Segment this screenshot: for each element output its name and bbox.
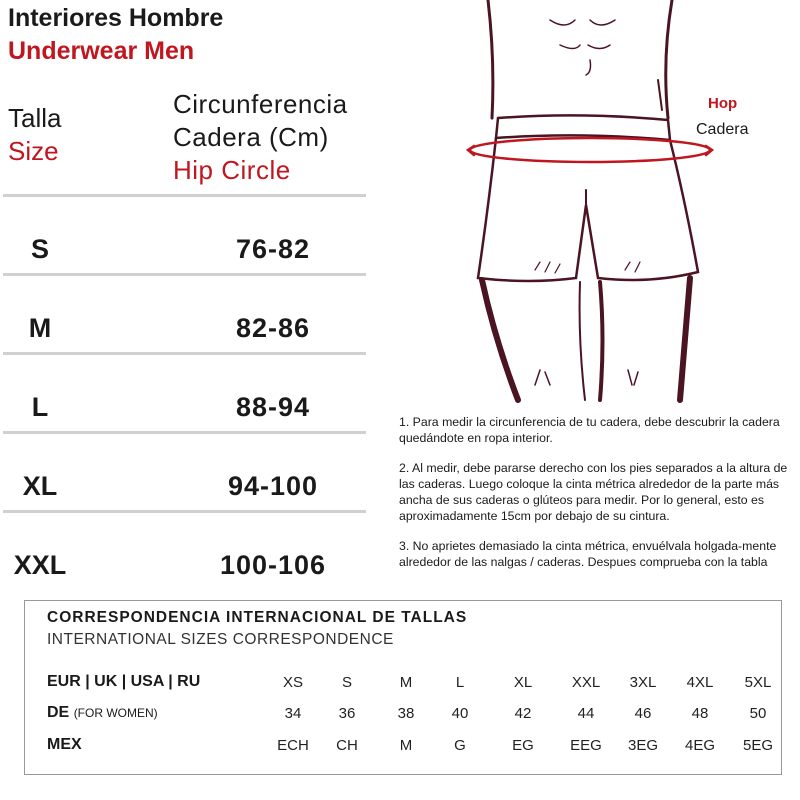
row-label (47, 673, 200, 691)
hip-header-en: Hip Circle (173, 155, 291, 185)
table-cell: 34 (284, 705, 302, 722)
size-header-en: Size (8, 136, 59, 166)
table-cell: 5XL (744, 674, 772, 691)
table-cell: M (399, 737, 413, 754)
body-measurement-illustration (400, 0, 800, 405)
divider (3, 352, 366, 355)
table-cell: 42 (514, 705, 532, 722)
measurement-instructions (399, 414, 789, 584)
divider (3, 510, 366, 513)
row-label (47, 736, 82, 754)
divider (3, 273, 366, 276)
hip-range: 88-94 (235, 392, 311, 422)
table-cell: EEG (570, 737, 602, 754)
row-label-note: (FOR WOMEN) (73, 706, 158, 720)
table-cell: 4EG (684, 737, 715, 754)
table-cell: L (455, 674, 465, 691)
hip-header-es-2: Cadera (Cm) (173, 122, 329, 152)
table-cell: XXL (571, 674, 601, 691)
size-header (8, 102, 61, 168)
table-cell: 50 (749, 705, 767, 722)
table-cell: ECH (277, 737, 309, 754)
row-label (47, 704, 158, 722)
instruction-3: 3. No aprietes demasiado la cinta métrica, envuélvala holgada-mente alrededor de las nalgas / caderas. Despues comprueba con la tabla (399, 539, 777, 569)
table-cell: CH (336, 737, 358, 754)
table-cell: 5EG (742, 737, 773, 754)
hip-range: 94-100 (227, 471, 319, 501)
size-header-es: Talla (8, 103, 62, 133)
table-cell: 4XL (686, 674, 714, 691)
table-cell: EG (512, 737, 534, 754)
hip-header-es-1: Circunferencia (173, 89, 348, 119)
legs-sketch-icon (482, 278, 690, 400)
table-cell: G (454, 737, 466, 754)
table-cell: XL (513, 674, 533, 691)
divider (3, 194, 366, 197)
instruction-1: 1. Para medir la circunferencia de tu cadera, debe descubrir la cadera quedándote en ropa interior. (399, 415, 780, 445)
table-cell: 36 (338, 705, 356, 722)
title-english: Underwear Men (8, 37, 195, 65)
row-label-text: EUR | UK | USA | RU (47, 673, 201, 690)
table-cell: 3EG (627, 737, 658, 754)
hip-label-en: Hop (708, 95, 738, 112)
table-cell: S (341, 674, 352, 691)
size-label: XL (22, 471, 58, 501)
size-label: L (31, 392, 49, 422)
size-label: M (28, 313, 52, 343)
table-cell: M (399, 674, 413, 691)
hip-range: 100-106 (219, 550, 327, 580)
hip-range: 76-82 (235, 234, 311, 264)
hip-label-es: Cadera (696, 121, 749, 138)
size-label: S (30, 234, 49, 264)
measuring-tape-icon (468, 138, 712, 162)
table-cell: XS (282, 674, 303, 691)
hip-range: 82-86 (235, 313, 311, 343)
instruction-2: 2. Al medir, debe pararse derecho con los pies separados a la altura de las caderas. Luego coloque la cinta métrica alrededor de la parte más ancha de sus caderas o glúteos para medir. Por lo general, esto es aproximadamente 15cm por debajo de su cintura. (399, 461, 788, 523)
title-spanish: Interiores Hombre (8, 4, 224, 32)
table-cell: 38 (397, 705, 415, 722)
table-title-en: INTERNATIONAL SIZES CORRESPONDENCE (47, 631, 394, 648)
row-label-text: MEX (47, 736, 82, 753)
hip-header (173, 88, 348, 187)
row-label-text: DE (47, 704, 70, 721)
table-cell: 46 (634, 705, 652, 722)
table-cell: 40 (451, 705, 469, 722)
table-cell: 44 (577, 705, 595, 722)
torso-sketch-icon (488, 0, 672, 118)
divider (3, 431, 366, 434)
table-cell: 3XL (629, 674, 657, 691)
size-label: XXL (13, 550, 67, 580)
international-sizes-table (24, 600, 782, 775)
table-title-es: CORRESPONDENCIA INTERNACIONAL DE TALLAS (47, 609, 468, 626)
table-cell: 48 (691, 705, 709, 722)
